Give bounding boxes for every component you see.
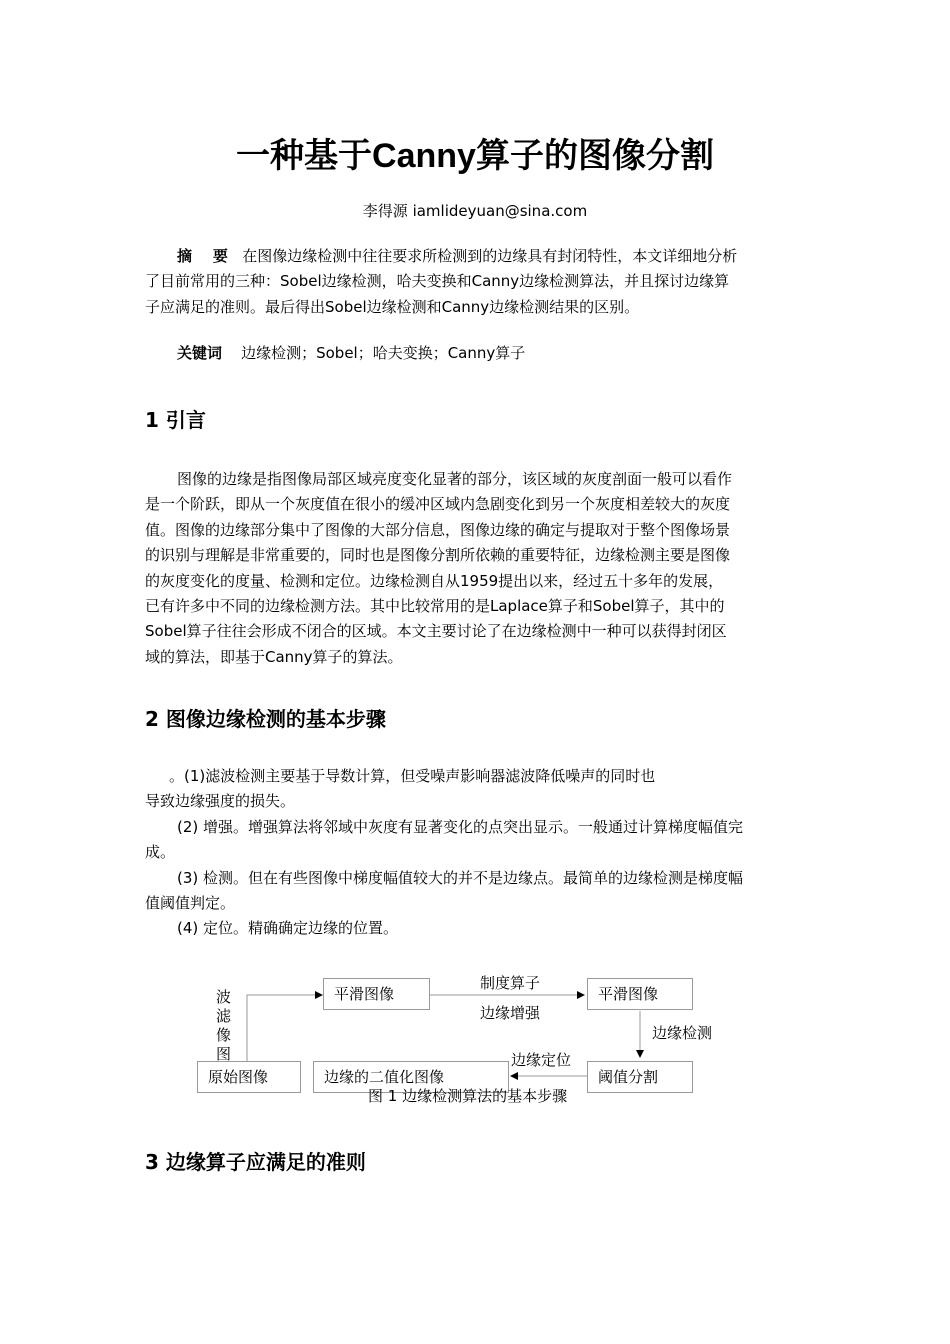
abstract-line: 子应满足的准则。最后得出Sobel边缘检测和Canny边缘检测结果的区别。 bbox=[145, 297, 640, 316]
paper-title: 一种基于Canny算子的图像分割 bbox=[236, 137, 714, 175]
body-line: 已有许多中不同的边缘检测方法。其中比较常用的是Laplace算子和Sobel算子，其中的 bbox=[145, 596, 725, 615]
body-line: 是一个阶跃，即从一个灰度值在很小的缓冲区域内急剧变化到另一个灰度相差较大的灰度 bbox=[145, 495, 731, 514]
body-line: Sobel算子往往会形成不闭合的区域。本文主要讨论了在边缘检测中一种可以获得封闭区 bbox=[145, 622, 727, 641]
figure-caption: 图 1 边缘检测算法的基本步骤 bbox=[368, 1087, 568, 1105]
body-line: 导致边缘强度的损失。 bbox=[145, 792, 296, 811]
abstract-line: 了目前常用的三种：Sobel边缘检测，哈夫变换和Canny边缘检测算法，并且探讨边缘算 bbox=[145, 272, 730, 291]
section-heading: 2 图像边缘检测的基本步骤 bbox=[145, 707, 386, 731]
label-filter-vertical: 波滤像图 bbox=[216, 988, 232, 1063]
body-line: 成。 bbox=[145, 843, 176, 862]
body-line: 图像的边缘是指图像局部区域亮度变化显著的部分，该区域的灰度剖面一般可以看作 bbox=[177, 470, 733, 488]
label-detect: 边缘检测 bbox=[652, 1024, 713, 1042]
label-operator: 制度算子 bbox=[480, 974, 541, 992]
box-binary-image: 边缘的二值化图像 bbox=[313, 1061, 509, 1093]
keywords-text: 边缘检测；Sobel；哈夫变换；Canny算子 bbox=[241, 344, 526, 362]
label-locate: 边缘定位 bbox=[511, 1051, 572, 1069]
body-line: 的识别与理解是非常重要的，同时也是图像分割所依赖的重要特征，边缘检测主要是图像 bbox=[145, 546, 731, 565]
keywords-label: 关键词 bbox=[177, 344, 223, 362]
body-line: 值。图像的边缘部分集中了图像的大部分信息，图像边缘的确定与提取对于整个图像场景 bbox=[145, 520, 731, 539]
box-smooth-image: 平滑图像 bbox=[587, 978, 693, 1010]
body-line: (2) 增强。增强算法将邻域中灰度有显著变化的点突出显示。一般通过计算梯度幅值完 bbox=[177, 817, 744, 836]
box-original-image: 原始图像 bbox=[197, 1061, 301, 1093]
body-line: 的灰度变化的度量、检测和定位。边缘检测自从1959提出以来，经过五十多年的发展， bbox=[145, 571, 724, 590]
box-threshold: 阈值分割 bbox=[587, 1061, 693, 1093]
body-line: 值阈值判定。 bbox=[145, 893, 236, 912]
label-enhance: 边缘增强 bbox=[480, 1004, 541, 1022]
section-heading: 3 边缘算子应满足的准则 bbox=[145, 1150, 366, 1174]
body-line: (4) 定位。精确确定边缘的位置。 bbox=[177, 919, 399, 938]
abstract-label: 摘 要 bbox=[177, 247, 228, 265]
section-heading: 1 引言 bbox=[145, 408, 206, 432]
author-line: 李得源 iamlideyuan@sina.com bbox=[362, 202, 588, 220]
body-line: (3) 检测。但在有些图像中梯度幅值较大的并不是边缘点。最简单的边缘检测是梯度幅 bbox=[177, 868, 744, 887]
abstract-line: 在图像边缘检测中往往要求所检测到的边缘具有封闭特性，本文详细地分析 bbox=[242, 247, 738, 265]
box-smooth-image: 平滑图像 bbox=[323, 978, 430, 1010]
arrow-filter bbox=[247, 995, 322, 1061]
body-line: 域的算法，即基于Canny算子的算法。 bbox=[145, 647, 403, 666]
body-line: 。(1)滤波检测主要基于导数计算，但受噪声影响器滤波降低噪声的同时也 bbox=[169, 767, 656, 785]
